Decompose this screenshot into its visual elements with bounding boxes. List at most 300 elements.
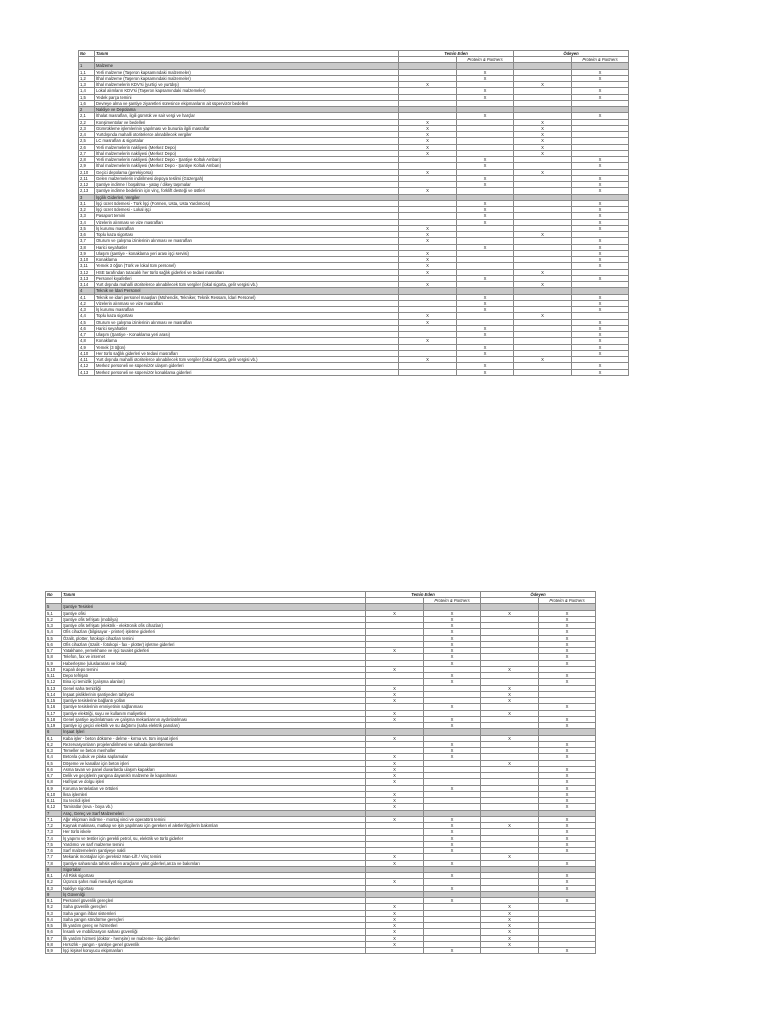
row-number: 3,5	[79, 225, 95, 231]
row-description: Asma tavan ve panel duvarlarda ulaşım kapakları	[62, 766, 366, 772]
row-description: Koruma tentelatları ve örtüleri	[62, 785, 366, 791]
mark-cell: X	[366, 798, 424, 804]
mark-cell: X	[572, 157, 629, 163]
row-number: 2,6	[79, 144, 95, 150]
mark-cell: X	[572, 363, 629, 369]
mark-cell: X	[366, 923, 424, 929]
row-number: 3,7	[79, 238, 95, 244]
mark-cell: X	[366, 804, 424, 810]
row-number: 8,3	[46, 885, 62, 891]
row-description: Yurt dışında mahalli otoritelerce alınabilecek tüm vergiler (lokal sigorta, gelir vergisi vb.)	[95, 282, 399, 288]
mark-cell: X	[539, 748, 596, 754]
header-odeyen: Ödeyen	[481, 592, 596, 598]
mark-cell: X	[457, 332, 514, 338]
row-description: Şantiye tesislerinin emniyetinin sağlanması	[62, 704, 366, 710]
row-number: 7,2	[46, 823, 62, 829]
mark-cell: X	[539, 848, 596, 854]
mark-cell: X	[572, 69, 629, 75]
row-number: 6,2	[46, 741, 62, 747]
mark-cell: X	[399, 119, 457, 125]
mark-cell: X	[539, 823, 596, 829]
row-number: 2	[79, 107, 95, 113]
row-number: 2,2	[79, 119, 95, 125]
mark-cell: X	[539, 679, 596, 685]
row-number: 3,14	[79, 282, 95, 288]
row-description: Hafriyat ve dolgu işleri	[62, 779, 366, 785]
row-description: Sarf malzemelerin şantiyeye nakli	[62, 848, 366, 854]
mark-cell: X	[572, 350, 629, 356]
mark-cell: X	[457, 219, 514, 225]
row-description: Gümrükleme işlemlerinin yapılması ve bununla ilgili masraflar	[95, 125, 399, 131]
mark-cell: X	[539, 629, 596, 635]
section-title: Teknik ve İdari Personel	[95, 288, 399, 294]
row-number: 4,9	[79, 344, 95, 350]
row-number: 5,1	[46, 610, 62, 616]
header-tanim: Tanım	[95, 51, 399, 57]
row-number: 5,12	[46, 679, 62, 685]
mark-cell: X	[572, 275, 629, 281]
row-number: 2,8	[79, 157, 95, 163]
row-number: 7,4	[46, 835, 62, 841]
mark-cell: X	[424, 829, 481, 835]
mark-cell: X	[572, 263, 629, 269]
subheader-odeyen-party: Proteim & Partners	[572, 57, 629, 63]
row-number: 9	[46, 891, 62, 897]
row-number: 4,1	[79, 294, 95, 300]
row-description: Devreye alma ve şantiye ziyaretleri süresince ekipmanların ait süpervizör bedelleri	[95, 100, 399, 106]
row-description: İlk yardım gereç ve hizmetleri	[62, 923, 366, 929]
mark-cell: X	[572, 200, 629, 206]
mark-cell: X	[399, 319, 457, 325]
mark-cell: X	[399, 238, 457, 244]
mark-cell: X	[572, 344, 629, 350]
section-title: İş Güvenliği	[62, 891, 366, 897]
row-description: Ofis cihazları (bilgisayar - printer) işletme giderleri	[62, 629, 366, 635]
row-description: Su tecridi işleri	[62, 798, 366, 804]
row-number: 2,12	[79, 182, 95, 188]
subheader-temin-party: Proteim & Partners	[424, 598, 481, 604]
row-description: Kaynak makinası, matkap ve işin yapılması için gereken el aletleri/işçilerin bakımları	[62, 823, 366, 829]
mark-cell: X	[481, 916, 539, 922]
row-description: Personel güvenlik gereçleri	[62, 898, 366, 904]
mark-cell: X	[424, 673, 481, 679]
mark-cell: X	[366, 710, 424, 716]
header-no: No	[46, 592, 62, 598]
row-number: 8,2	[46, 879, 62, 885]
row-description: İlk yardım hizmeti (doktor - hemşire) ve malzeme - ilaç giderleri	[62, 935, 366, 941]
mark-cell: X	[539, 766, 596, 772]
row-number: 3,6	[79, 232, 95, 238]
mark-cell: X	[539, 885, 596, 891]
mark-cell: X	[572, 188, 629, 194]
row-number: 5,11	[46, 673, 62, 679]
row-number: 6,1	[46, 735, 62, 741]
row-number: 9,7	[46, 935, 62, 941]
mark-cell: X	[457, 182, 514, 188]
mark-cell: X	[539, 841, 596, 847]
mark-cell: X	[457, 163, 514, 169]
mark-cell: X	[424, 816, 481, 822]
mark-cell: X	[424, 654, 481, 660]
row-description: Konaklama	[95, 257, 399, 263]
row-description: Pasaport temini	[95, 213, 399, 219]
row-description: Şantiye sahasında tahsis edilen araçların yakıt giderleri,arıza ve bakımları	[62, 860, 366, 866]
row-description: İş kurumu masrafları	[95, 225, 399, 231]
row-description: Betonla çubuk ve plaka saplamalar	[62, 754, 366, 760]
mark-cell: X	[572, 175, 629, 181]
row-number: 3,11	[79, 263, 95, 269]
mark-cell: X	[399, 313, 457, 319]
mark-cell: X	[572, 88, 629, 94]
row-number: 4,13	[79, 369, 95, 375]
row-number: 8	[46, 866, 62, 872]
mark-cell: X	[539, 879, 596, 885]
mark-cell: X	[539, 610, 596, 616]
mark-cell: X	[514, 125, 572, 131]
mark-cell: X	[366, 910, 424, 916]
header-temin-eden: Temin Eden	[366, 592, 481, 598]
row-number: 4,5	[79, 319, 95, 325]
mark-cell: X	[424, 679, 481, 685]
row-description: Teknik ve idari personel maaşları (Mühendis, Tekniker, Teknik Ressam, İdari Personel)	[95, 294, 399, 300]
mark-cell	[399, 369, 457, 375]
row-description: HSE tarafından tutacaklı her türlü sağlık giderleri ve tedavi masrafları	[95, 269, 399, 275]
mark-cell: X	[457, 69, 514, 75]
mark-cell: X	[481, 935, 539, 941]
mark-cell: X	[572, 257, 629, 263]
row-description: Yatakhane, yemekhane ve işçi tuvalet giderleri	[62, 648, 366, 654]
row-description: Hırsızlık - yangın - şantiye genel güvenlik	[62, 941, 366, 947]
mark-cell: X	[572, 182, 629, 188]
mark-cell: X	[366, 685, 424, 691]
mark-cell: X	[424, 948, 481, 954]
mark-cell: X	[481, 691, 539, 697]
row-number: 5,5	[46, 635, 62, 641]
row-number: 9,4	[46, 916, 62, 922]
mark-cell: X	[399, 257, 457, 263]
row-description: Mekanik montajlar için gereksiz Man-Lift / Vinç temini	[62, 854, 366, 860]
row-description: Oturum ve çalışma izinlerinin alınması ve masrafları	[95, 238, 399, 244]
mark-cell: X	[481, 854, 539, 860]
mark-cell: X	[399, 357, 457, 363]
row-number: 5,19	[46, 723, 62, 729]
row-description: Özalit, plotter, fotokopi cihazları temini	[62, 635, 366, 641]
row-number: 5,9	[46, 660, 62, 666]
row-number: 5,18	[46, 716, 62, 722]
mark-cell: X	[514, 82, 572, 88]
row-number: 1,2	[79, 75, 95, 81]
mark-cell: X	[572, 113, 629, 119]
row-number: 4,3	[79, 307, 95, 313]
mark-cell: X	[424, 629, 481, 635]
mark-cell: X	[539, 773, 596, 779]
row-description: Şantiye içi geçici elektrik ve su dağıtımı (saha elektrik panoları)	[62, 723, 366, 729]
row-description: Her türlü iskele	[62, 829, 366, 835]
row-number: 9,3	[46, 910, 62, 916]
mark-cell: X	[424, 616, 481, 622]
row-description: İthal malzemelerin nakliyesi (Merkez Depo - Şantiye Koltuk Ambarı)	[95, 163, 399, 169]
mark-cell: X	[539, 804, 596, 810]
row-description: Kapalı depo temini	[62, 666, 366, 672]
row-description: Lokal alımların KDV'si (Taşeron kapsamındaki malzemeler)	[95, 88, 399, 94]
row-number: 5,14	[46, 691, 62, 697]
row-description: İthalat masrafları, ilgili gümrük ve sair vergi ve harçlar	[95, 113, 399, 119]
row-description: LC masrafları & sigortalar	[95, 138, 399, 144]
mark-cell: X	[399, 144, 457, 150]
mark-cell: X	[457, 157, 514, 163]
mark-cell: X	[399, 225, 457, 231]
row-number: 9,9	[46, 948, 62, 954]
mark-cell: X	[514, 132, 572, 138]
row-number: 6,11	[46, 798, 62, 804]
table-row	[46, 948, 596, 954]
row-number: 4	[79, 288, 95, 294]
row-description: Yerli malzemelerin nakliyesi (Merkez Depo - Şantiye Koltuk Ambarı)	[95, 157, 399, 163]
mark-cell: X	[514, 282, 572, 288]
mark-cell: X	[481, 698, 539, 704]
row-description: İksa işlemleri	[62, 791, 366, 797]
row-number: 1,6	[79, 100, 95, 106]
row-description: Depo tefrişatı	[62, 673, 366, 679]
row-number: 5,6	[46, 641, 62, 647]
row-description: Döşeme ve kanallar için beton işleri	[62, 760, 366, 766]
mark-cell: X	[539, 798, 596, 804]
row-number: 1,3	[79, 82, 95, 88]
row-number: 2,1	[79, 113, 95, 119]
row-description: Harici seyahatler	[95, 325, 399, 331]
mark-cell: X	[539, 641, 596, 647]
mark-cell: X	[366, 760, 424, 766]
mark-cell: X	[366, 691, 424, 697]
mark-cell: X	[366, 648, 424, 654]
row-number: 4,12	[79, 363, 95, 369]
mark-cell: X	[481, 610, 539, 616]
mark-cell: X	[424, 741, 481, 747]
mark-cell: X	[366, 735, 424, 741]
mark-cell: X	[539, 741, 596, 747]
mark-cell: X	[399, 250, 457, 256]
row-description: Tamiratlar (sıva - boya vb.)	[62, 804, 366, 810]
row-number: 6,9	[46, 785, 62, 791]
mark-cell	[366, 948, 424, 954]
row-number: 5	[46, 604, 62, 610]
mark-cell: X	[457, 325, 514, 331]
mark-cell: X	[572, 338, 629, 344]
row-description: Şantiye elektriği, suyu ve kullanım maliyetleri	[62, 710, 366, 716]
mark-cell: X	[539, 898, 596, 904]
row-description: Yardımcı ve sarf malzeme temini	[62, 841, 366, 847]
row-description: İthal malzemelerin nakliyesi (Merkez Depo)	[95, 150, 399, 156]
mark-cell: X	[572, 300, 629, 306]
mark-cell: X	[539, 723, 596, 729]
row-number: 1,1	[79, 69, 95, 75]
row-description: Konşimentolar ve bedelleri	[95, 119, 399, 125]
mark-cell: X	[366, 929, 424, 935]
mark-cell: X	[481, 666, 539, 672]
row-description: Şantiye ofis tefrişatı (elektrik - elektronik ofis cihazları)	[62, 623, 366, 629]
mark-cell: X	[457, 175, 514, 181]
table-row	[79, 369, 629, 375]
row-number: 4,2	[79, 300, 95, 306]
mark-cell: X	[572, 250, 629, 256]
mark-cell: X	[366, 773, 424, 779]
mark-cell: X	[457, 300, 514, 306]
mark-cell: X	[366, 816, 424, 822]
row-number: 6,3	[46, 748, 62, 754]
section-title: Nakliye ve Depolama	[95, 107, 399, 113]
row-description: Yedek parça temini	[95, 94, 399, 100]
row-number: 5,3	[46, 623, 62, 629]
mark-cell: X	[514, 313, 572, 319]
mark-cell: X	[572, 307, 629, 313]
row-number: 7,7	[46, 854, 62, 860]
mark-cell: X	[572, 213, 629, 219]
mark-cell: X	[424, 754, 481, 760]
row-description: Yemek (3 öğün)	[95, 344, 399, 350]
mark-cell: X	[399, 169, 457, 175]
row-number: 1,4	[79, 88, 95, 94]
row-description: Şantiye ofisi	[62, 610, 366, 616]
mark-cell: X	[457, 344, 514, 350]
row-description: Saha yangın ihbar sistemleri	[62, 910, 366, 916]
mark-cell: X	[424, 660, 481, 666]
row-number: 3,12	[79, 269, 95, 275]
mark-cell: X	[366, 935, 424, 941]
mark-cell: X	[457, 275, 514, 281]
row-number: 6,10	[46, 791, 62, 797]
row-description: Delik ve geçişlerin yangına dayanıklı malzeme ile kapatılması	[62, 773, 366, 779]
row-number: 6,5	[46, 760, 62, 766]
mark-cell: X	[366, 791, 424, 797]
row-description: Oturum ve çalışma izinlerinin alınması ve masrafları	[95, 319, 399, 325]
row-number: 7,6	[46, 848, 62, 854]
mark-cell: X	[481, 760, 539, 766]
mark-cell: X	[572, 332, 629, 338]
row-number: 3,3	[79, 213, 95, 219]
subheader-temin-party: Proteim & Partners	[457, 57, 514, 63]
mark-cell: X	[539, 873, 596, 879]
mark-cell: X	[424, 704, 481, 710]
header-no: No	[79, 51, 95, 57]
row-number: 4,7	[79, 332, 95, 338]
row-number: 8,1	[46, 873, 62, 879]
mark-cell: X	[366, 698, 424, 704]
responsibility-table-1	[78, 50, 629, 376]
row-description: Gelen malzemelerin indirilmesi depoya teslimi (Güzergah)	[95, 175, 399, 181]
row-description: Saha yangın söndürme gereçleri	[62, 916, 366, 922]
mark-cell: X	[539, 816, 596, 822]
mark-cell: X	[539, 948, 596, 954]
row-number: 3,4	[79, 219, 95, 225]
mark-cell	[481, 948, 539, 954]
header-odeyen: Ödeyen	[514, 51, 629, 57]
row-number: 9,2	[46, 904, 62, 910]
row-description: Ofis cihazları (özalit - fotokopi - fax - plotter) işletme giderleri	[62, 641, 366, 647]
row-number: 5,2	[46, 616, 62, 622]
row-number: 5,4	[46, 629, 62, 635]
row-description: Haberleşme (uluslararası ve lokal)	[62, 660, 366, 666]
mark-cell: X	[399, 263, 457, 269]
mark-cell: X	[457, 363, 514, 369]
mark-cell: X	[457, 113, 514, 119]
mark-cell: X	[539, 673, 596, 679]
mark-cell: X	[366, 666, 424, 672]
mark-cell: X	[572, 94, 629, 100]
row-number: 6,4	[46, 754, 62, 760]
row-number: 5,13	[46, 685, 62, 691]
mark-cell: X	[539, 779, 596, 785]
mark-cell: X	[457, 94, 514, 100]
section-title: Sigortalar	[62, 866, 366, 872]
section-title: Araç, Gereç ve Sarf Malzemeleri	[62, 810, 366, 816]
mark-cell: X	[481, 710, 539, 716]
row-description: Bina içi temizlik (çalışma alanları)	[62, 679, 366, 685]
mark-cell: X	[572, 219, 629, 225]
row-description: Rezervasyonların projelendirilmesi ve sahada işaretlenmesi	[62, 741, 366, 747]
mark-cell: X	[539, 660, 596, 666]
mark-cell: X	[366, 766, 424, 772]
mark-cell: X	[457, 244, 514, 250]
row-description: Vizelerin alınması ve vize masrafları	[95, 300, 399, 306]
row-number: 4,10	[79, 350, 95, 356]
mark-cell: X	[457, 307, 514, 313]
row-number: 6	[46, 729, 62, 735]
row-number: 4,6	[79, 325, 95, 331]
mark-cell: X	[481, 685, 539, 691]
mark-cell: X	[399, 138, 457, 144]
row-description: Yemek 3 öğün (Türk ve lokal tüm personel)	[95, 263, 399, 269]
row-description: Üçüncü şahıs mali mesuliyet sigortası	[62, 879, 366, 885]
row-number: 9,6	[46, 929, 62, 935]
mark-cell: X	[457, 213, 514, 219]
mark-cell: X	[539, 785, 596, 791]
mark-cell: X	[514, 269, 572, 275]
mark-cell: X	[424, 873, 481, 879]
mark-cell: X	[572, 294, 629, 300]
row-number: 1	[79, 63, 95, 69]
mark-cell: X	[399, 150, 457, 156]
row-description: İşçi ücret ödemesi - Türk İşçi (Formen, Usta, Usta Yardımcısı)	[95, 200, 399, 206]
row-number: 5,15	[46, 698, 62, 704]
mark-cell: X	[572, 163, 629, 169]
row-number: 2,11	[79, 175, 95, 181]
row-description: Vizelerin alınması ve vize masrafları	[95, 219, 399, 225]
mark-cell: X	[457, 350, 514, 356]
mark-cell: X	[514, 169, 572, 175]
row-description: Nakliye sigortası	[62, 885, 366, 891]
mark-cell: X	[457, 75, 514, 81]
mark-cell: X	[572, 319, 629, 325]
mark-cell: X	[424, 641, 481, 647]
mark-cell: X	[481, 823, 539, 829]
mark-cell: X	[424, 898, 481, 904]
row-number: 3	[79, 194, 95, 200]
mark-cell: X	[424, 716, 481, 722]
row-description: İthal malzeme (Taşeron kapsamındaki malzemeler)	[95, 75, 399, 81]
row-description: İnsanlı ve mobilizasyon sahası güvenliği	[62, 929, 366, 935]
mark-cell: X	[539, 791, 596, 797]
row-description: Temeller ve beton menholler	[62, 748, 366, 754]
row-description: Şantiye tesislerine bağlantı yolları	[62, 698, 366, 704]
mark-cell: X	[514, 144, 572, 150]
mark-cell: X	[424, 723, 481, 729]
row-description: Personel kıyafetleri	[95, 275, 399, 281]
mark-cell: X	[424, 623, 481, 629]
mark-cell: X	[539, 835, 596, 841]
row-description: Genel şantiye aydınlatması ve çalışma mekanlarının aydınlatılması	[62, 716, 366, 722]
row-number: 4,11	[79, 357, 95, 363]
row-number: 3,13	[79, 275, 95, 281]
